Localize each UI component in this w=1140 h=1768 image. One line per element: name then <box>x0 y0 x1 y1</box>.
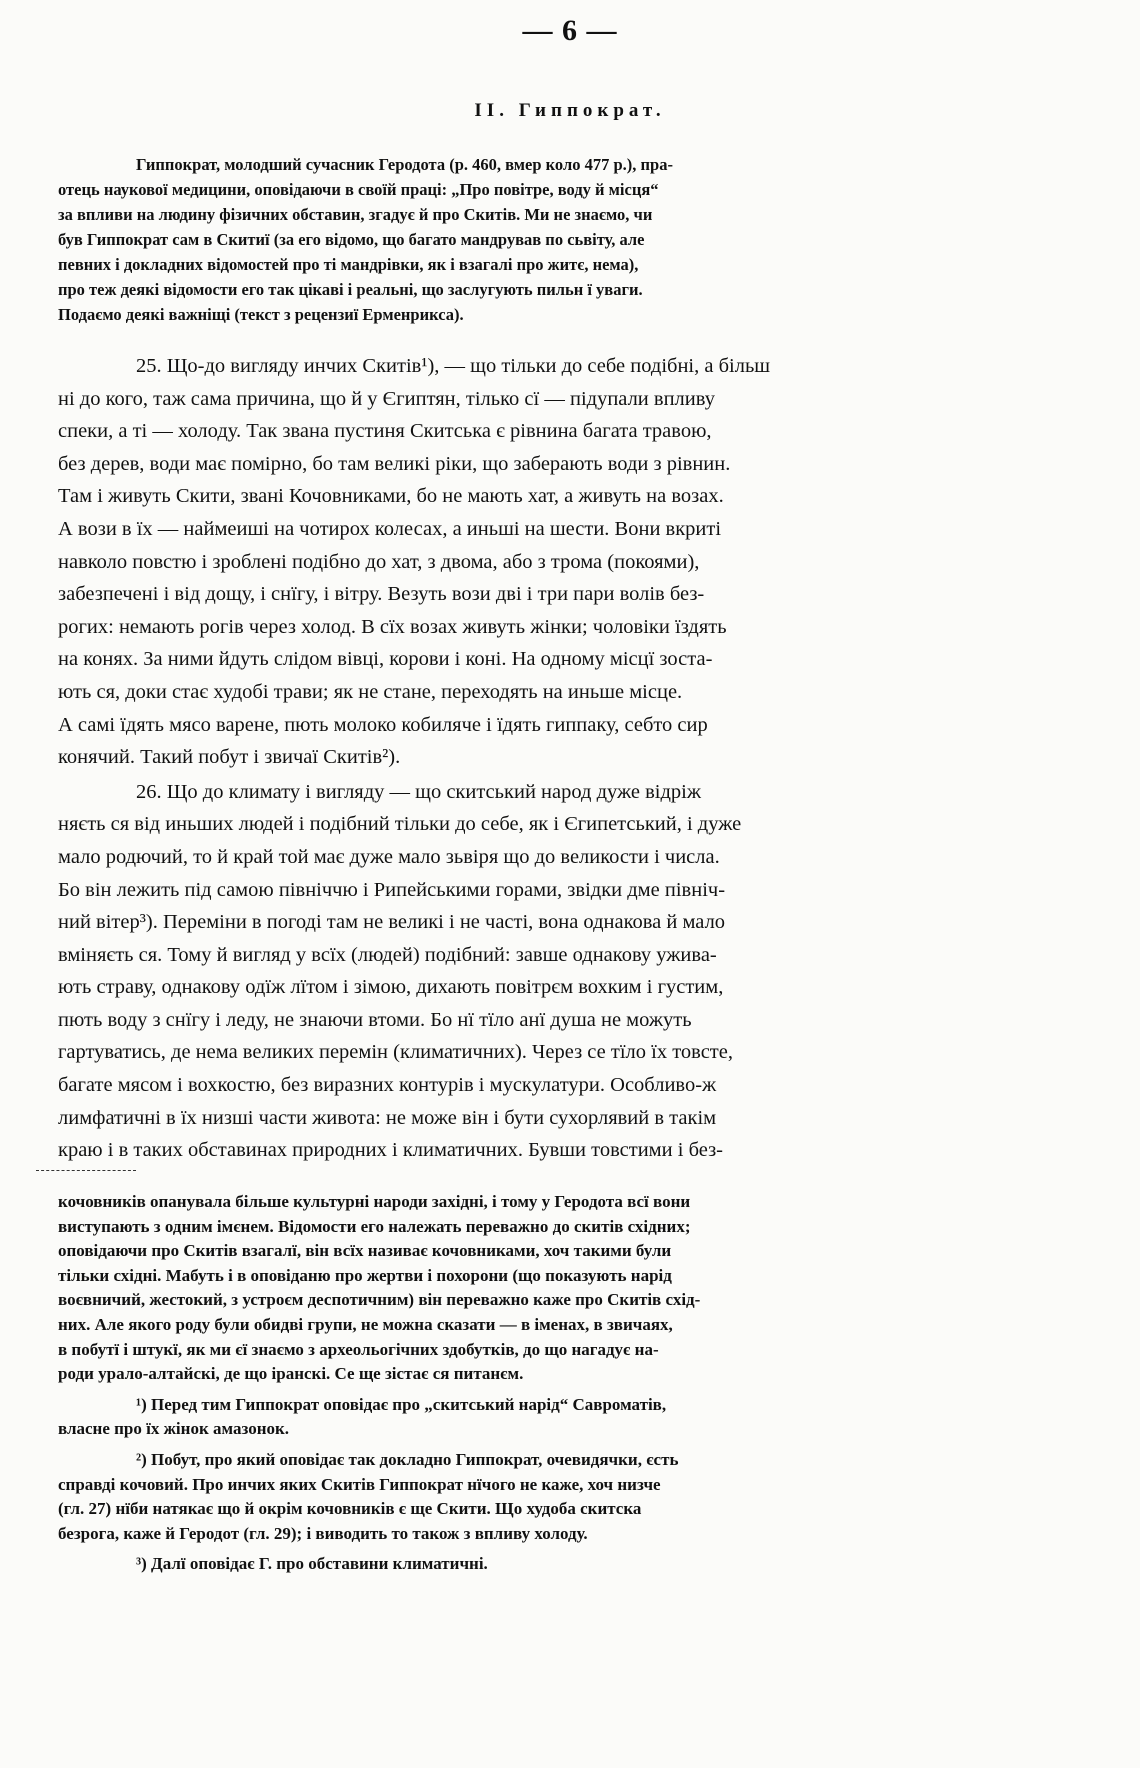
text-line: спеки, а ті — холоду. Так звана пустиня Скитська є рівнина багата травою, <box>58 420 712 443</box>
intro-line: певних і докладних відомостей про ті мандрівки, як і взагалі про житє, нема), <box>58 255 639 274</box>
text-line: конячий. Такий побут і звичаї Скитів²). <box>58 746 401 769</box>
footnotes-section <box>58 1190 1076 1577</box>
footnote-line: роди урало-алтайскі, де що іранскі. Се ще зістає ся питанєм. <box>58 1364 524 1384</box>
footnote-2 <box>58 1448 1076 1546</box>
footnote-line: власне про їх жінок амазонок. <box>58 1419 290 1439</box>
text-line: навколо повстю і зроблені подібно до хат, з двома, або з трома (покоями), <box>58 550 700 573</box>
intro-paragraph <box>58 152 1076 327</box>
text-line: мало родючий, то й край той має дуже мало зьвіря що до великости і числа. <box>58 845 720 868</box>
footnote-line: них. Але якого роду були обидві групи, не можна сказати — в іменах, в звичаях, <box>58 1314 673 1334</box>
footnote-line: справді кочовий. Про инчих яких Скитів Гиппократ нїчого не каже, хоч низче <box>58 1474 661 1494</box>
footnote-line: ¹) Перед тим Гиппократ оповідає про „скитський нарід“ Савроматів, <box>136 1394 667 1414</box>
intro-line: отець наукової медицини, оповідаючи в своїй праці: „Про повітре, воду й місця“ <box>58 180 659 199</box>
footnote-line: в побутї і штукї, як ми єї знаємо з археольогічних здобутків, до що нагадує на- <box>58 1339 659 1359</box>
text-line: А вози в їх — наймеиші на чотирох колесах, а иньші на шести. Вони вкриті <box>58 517 722 540</box>
intro-line: за впливи на людину фізичних обставин, згадує й про Скитів. Ми не знаємо, чи <box>58 205 653 224</box>
text-line: ють ся, доки стає худобі трави; як не стане, переходять на иньше місце. <box>58 680 683 703</box>
text-line: гартуватись, де нема великих перемін (климатичних). Через се тїло їх товсте, <box>58 1041 733 1064</box>
intro-line: Подаємо деякі важніщі (текст з рецензиї Ерменрикса). <box>58 305 464 324</box>
text-line: краю і в таких обставинах природних і климатичних. Бувши товстими і без- <box>58 1139 723 1162</box>
section-title: II. Гиппократ. <box>474 100 666 121</box>
text-line: ні до кого, таж сама причина, що й у Єгиптян, тілько сї — підупали впливу <box>58 387 715 410</box>
text-line: 26. Що до климату і вигляду — що скитський народ дуже відріж <box>136 780 702 803</box>
footnote-line: ²) Побут, про який оповідає так докладно Гиппократ, очевидячки, єсть <box>136 1449 679 1469</box>
footnote-continuation <box>58 1190 1076 1387</box>
footnote-1 <box>58 1393 1076 1442</box>
text-line: лимфатичні в їх низші части живота: не може він і бути сухорлявий в такім <box>58 1106 717 1129</box>
text-line: Бо він лежить під самою північчю і Рипейськими горами, звідки дме північ- <box>58 878 726 901</box>
intro-line: Гиппократ, молодший сучасник Геродота (р. 460, вмер коло 477 р.), пра- <box>136 155 673 174</box>
footnote-line: ³) Далї оповідає Г. про обставини климатичні. <box>136 1554 488 1574</box>
text-line: на конях. За ними йдуть слідом вівці, корови і коні. На одному місцї зоста- <box>58 648 713 671</box>
footnote-line: тільки східні. Мабуть і в оповіданю про жертви і похорони (що показують нарід <box>58 1265 672 1285</box>
text-line: рогих: немають рогів через холод. В сїх возах живуть жінки; чоловіки їздять <box>58 615 727 638</box>
footnote-line: безрога, каже й Геродот (гл. 29); і виводить то також з впливу холоду. <box>58 1523 588 1543</box>
text-line: забезпечені і від дощу, і снїгу, і вітру. Везуть вози дві і три пари волів без- <box>58 583 705 606</box>
paragraph-25 <box>58 350 1076 774</box>
intro-line: про теж деякі відомости его так цікаві і реальні, що заслугують пильн ї уваги. <box>58 280 643 299</box>
text-line: Там і живуть Скити, звані Кочовниками, бо не мають хат, а живуть на возах. <box>58 485 724 508</box>
intro-line: був Гиппократ сам в Скитиї (за его відомо, що багато мандрував по сьвіту, але <box>58 230 645 249</box>
main-text <box>58 350 1076 1167</box>
text-line: без дерев, води має помірно, бо там великі ріки, що заберають води з рівнин. <box>58 452 731 475</box>
text-line: 25. Що-до вигляду инчих Скитів¹), — що тільки до себе подібні, а більш <box>136 355 771 377</box>
text-line: няєть ся від иньших людей і подібний тільки до себе, як і Єгипетський, і дуже <box>58 813 742 836</box>
page-number: — 6 — <box>522 14 618 47</box>
footnote-divider <box>36 1170 136 1171</box>
text-line: багате мясом і вохкостю, без виразних контурів і мускулатури. Особливо-ж <box>58 1074 717 1097</box>
text-line: вміняєть ся. Тому й вигляд у всїх (людей) подібний: завше однакову ужива- <box>58 943 717 966</box>
text-line: ють страву, однакову одїж лїтом і зімою, дихають повітрєм вохким і густим, <box>58 976 724 999</box>
footnote-line: кочовників опанувала більше культурні народи західні, і тому у Геродота всї вони <box>58 1192 691 1211</box>
footnote-line: виступають з одним імєнем. Відомости его належать переважно до скитів східних; <box>58 1216 691 1236</box>
paragraph-26 <box>58 776 1076 1167</box>
text-line: пють воду з снїгу і леду, не знаючи втоми. Бо нї тїло анї душа не можуть <box>58 1008 692 1031</box>
footnote-3 <box>58 1552 1076 1577</box>
footnote-line: (гл. 27) нїби натякає що й окрім кочовників є ще Скити. Що худоба скитска <box>58 1499 642 1519</box>
footnote-line: воєвничий, жестокий, з устроєм деспотичним) він переважно каже про Скитів схід- <box>58 1290 701 1310</box>
footnote-line: оповідаючи про Скитів взагалї, він всїх називає кочовниками, хоч такими були <box>58 1241 672 1261</box>
text-line: А самі їдять мясо варене, пють молоко кобиляче і їдять гиппаку, себто сир <box>58 713 708 736</box>
text-line: ний вітер³). Переміни в погоді там не великі і не часті, вона однакова й мало <box>58 911 726 934</box>
